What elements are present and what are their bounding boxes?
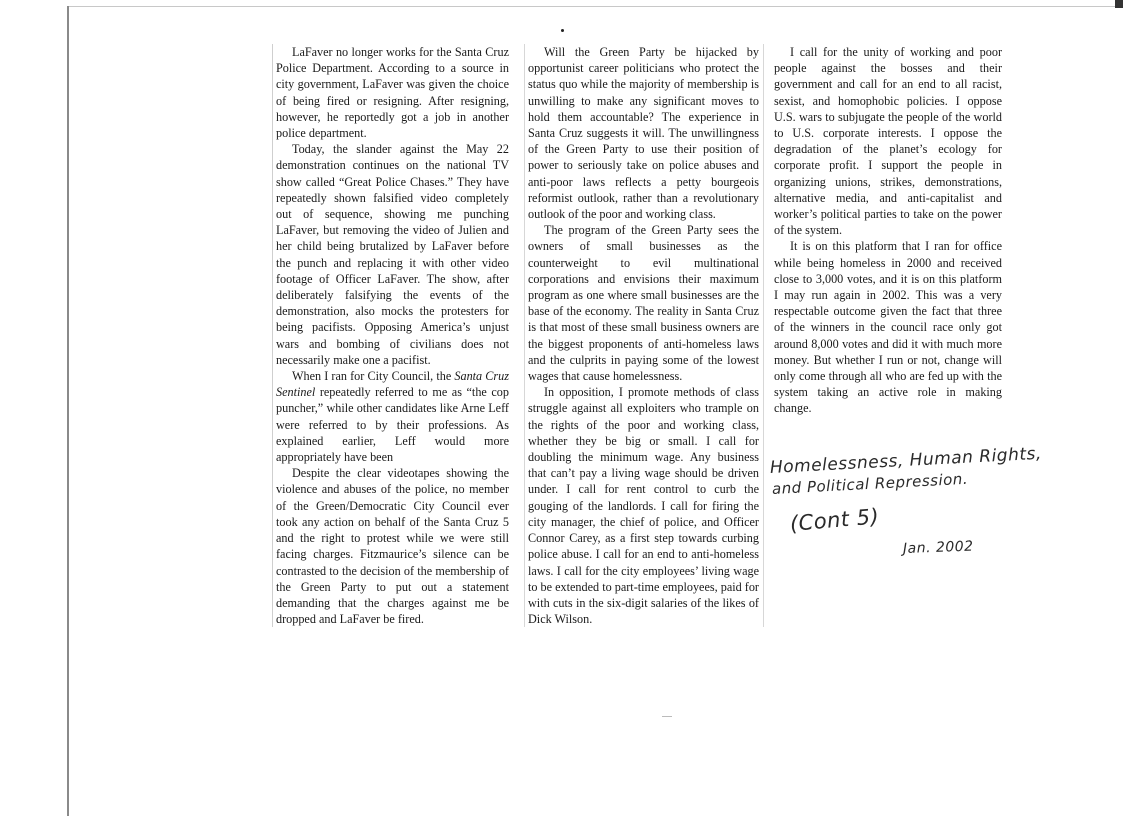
page-left-edge (67, 6, 69, 816)
article-column-1 (272, 44, 509, 627)
article-column-2 (524, 44, 764, 627)
paragraph (276, 368, 509, 465)
newspaper-title: Santa Cruz Sentinel (276, 369, 509, 400)
paragraph: It is on this platform that I ran for office while being homeless in 2000 and received close to 3,000 votes, and it is on this platform I may run again in 2002. This was a very respectable outcome given the fact that three of the winners in the council race only got around 8,000 votes and did it with much more money. But whether I run or not, change will only come through all who are fed up with the system taking an active role in making change. (774, 239, 1002, 416)
handwritten-continuation-mark: (Cont 5) (788, 504, 881, 536)
scan-dot-mark (561, 29, 564, 32)
handwritten-date: Jan. 2002 (902, 538, 974, 557)
scan-corner-mark (1115, 0, 1123, 8)
article-column-3 (774, 44, 1002, 417)
paragraph-text: When I ran for City Council, the (292, 369, 455, 384)
page-top-edge (67, 6, 1117, 7)
scan-tick-mark (662, 716, 672, 717)
paragraph: In opposition, I promote methods of class struggle against all exploiters who trample on the rights of the poor and working class, whether they be big or small. I call for doubling the minimum wage. Any business that can’t pay a living wage should be driven under. I call for rent control to curb the gouging of the landlords. I call for firing the city manager, the chief of police, and Officer Connor Carey, as a first step towards curbing police abuse. I call for an end to anti-homeless laws. I call for the city employees’ living wage to be extended to part-time employees, paid for with cuts in the six-digit salaries of the likes of Dick Wilson. (528, 385, 759, 627)
paragraph: The program of the Green Party sees the owners of small businesses as the counterweight to evil multinational corporations and envisions their maximum program as one where small businesses are the base of the economy. The reality in Santa Cruz is that most of these small business owners are the biggest proponents of anti-homeless laws and the culprits in paying some of the lowest wages that cause homelessness. (528, 223, 759, 384)
paragraph: Will the Green Party be hijacked by opportunist career politicians who protect the status quo while the majority of membership is unwilling to make any significant moves to hold them accountable? The experience in Santa Cruz suggests it will. The unwillingness of the Green Party to use their position of power to seriously take on police abuses and anti-poor laws reflects a petty bourgeois reformist outlook, rather than a revolutionary outlook of the poor and working class. (528, 45, 759, 222)
paragraph: LaFaver no longer works for the Santa Cruz Police Department. According to a source in city government, LaFaver was given the choice of being fired or resigning. After resigning, however, he reportedly got a job in another police department. (276, 45, 509, 141)
paragraph-text: repeatedly referred to me as “the cop puncher,” while other candidates like Arne Leff were referred to by their professions. As explained earlier, Leff would more appropriately have been (276, 385, 509, 465)
paragraph: Today, the slander against the May 22 demonstration continues on the national TV show called “Great Police Chases.” They have repeatedly shown falsified video completely out of sequence, showing me punching LaFaver, but removing the video of Julien and her child being brutalized by LaFaver before the punch and replacing it with other video footage of Officer LaFaver. The show, after deliberately falsifying the events of the demonstration, also mocks the protesters for being pacifists. Opposing America’s unjust wars and bombing of civilians does not necessarily make one a pacifist. (276, 142, 509, 367)
handwritten-title-line-2: and Political Repression. (771, 469, 969, 498)
paragraph: Despite the clear videotapes showing the violence and abuses of the police, no member of the Green/Democratic City Council ever took any action on behalf of the Santa Cruz 5 and the right to protest while we were still facing charges. Fitzmaurice’s silence can be contrasted to the decision of the membership of the Green Party to put out a statement demanding that the charges against me be dropped and LaFaver be fired. (276, 466, 509, 627)
paragraph: I call for the unity of working and poor people against the bosses and their government and call for an end to all racist, sexist, and homophobic policies. I oppose U.S. wars to subjugate the people of the world to U.S. corporate interests. I oppose the degradation of the planet’s ecology for corporate profit. I support the people in organizing unions, strikes, demonstrations, alternative media, and anti-capitalist and worker’s political parties to take on the power of the system. (774, 45, 1002, 238)
handwritten-title-line-1: Homelessness, Human Rights, (769, 443, 1043, 478)
